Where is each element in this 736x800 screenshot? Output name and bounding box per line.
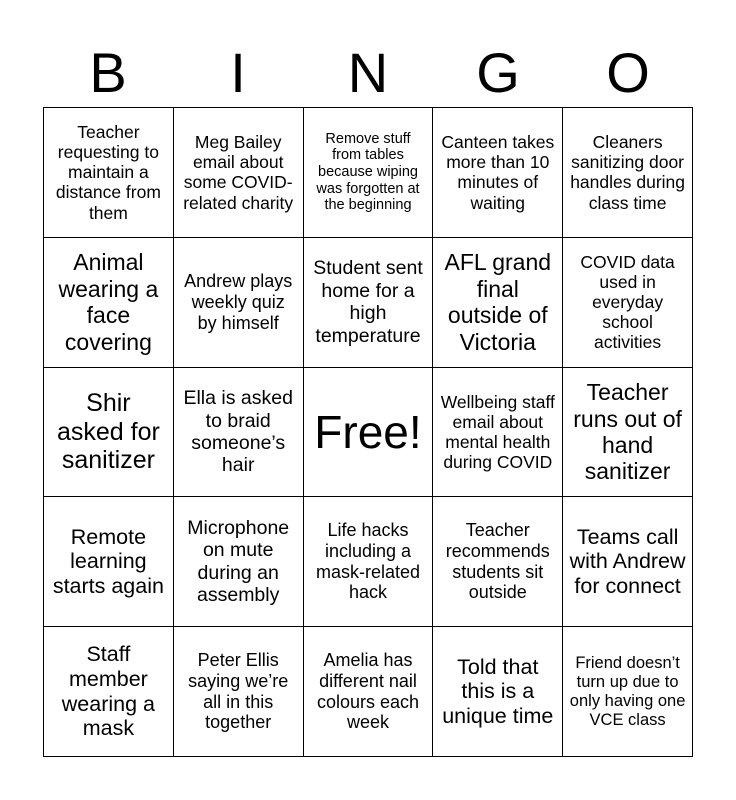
bingo-cell[interactable]: COVID data used in everyday school activities	[563, 238, 693, 368]
bingo-cell[interactable]: Wellbeing staff email about mental health during COVID	[433, 368, 563, 498]
bingo-cell[interactable]: Ella is asked to braid someone’s hair	[174, 368, 304, 498]
header-letter-b: B	[89, 41, 127, 104]
bingo-cell[interactable]: Student sent home for a high temperature	[304, 238, 434, 368]
bingo-cell[interactable]: Teacher runs out of hand sanitizer	[563, 368, 693, 498]
bingo-cell[interactable]: Told that this is a unique time	[433, 627, 563, 757]
bingo-cell[interactable]: Remote learning starts again	[44, 497, 174, 627]
bingo-cell[interactable]: Shir asked for sanitizer	[44, 368, 174, 498]
bingo-cell[interactable]: Cleaners sanitizing door handles during class time	[563, 108, 693, 238]
header-letter-g: G	[476, 41, 520, 104]
header-letter-n: N	[347, 41, 389, 104]
bingo-cell[interactable]: Microphone on mute during an assembly	[174, 497, 304, 627]
bingo-cell[interactable]: Teacher recommends students sit outside	[433, 497, 563, 627]
bingo-cell[interactable]: Teacher requesting to maintain a distance from them	[44, 108, 174, 238]
bingo-cell[interactable]: Canteen takes more than 10 minutes of waiting	[433, 108, 563, 238]
bingo-cell[interactable]: Animal wearing a face covering	[44, 238, 174, 368]
bingo-cell[interactable]: Remove stuff from tables because wiping was forgotten at the beginning	[304, 108, 434, 238]
bingo-header	[43, 40, 693, 106]
bingo-cell[interactable]: Amelia has different nail colours each week	[304, 627, 434, 757]
header-letter-i: I	[230, 41, 246, 104]
bingo-cell[interactable]: Life hacks including a mask-related hack	[304, 497, 434, 627]
bingo-cell[interactable]: Staff member wearing a mask	[44, 627, 174, 757]
header-letter-o: O	[606, 41, 650, 104]
bingo-cell[interactable]: Andrew plays weekly quiz by himself	[174, 238, 304, 368]
free-space-cell[interactable]: Free!	[304, 368, 434, 498]
bingo-cell[interactable]: Peter Ellis saying we’re all in this together	[174, 627, 304, 757]
bingo-cell[interactable]: Friend doesn’t turn up due to only having one VCE class	[563, 627, 693, 757]
bingo-cell[interactable]: Teams call with Andrew for connect	[563, 497, 693, 627]
bingo-cell[interactable]: AFL grand final outside of Victoria	[433, 238, 563, 368]
bingo-board	[43, 107, 693, 757]
bingo-cell[interactable]: Meg Bailey email about some COVID-related charity	[174, 108, 304, 238]
